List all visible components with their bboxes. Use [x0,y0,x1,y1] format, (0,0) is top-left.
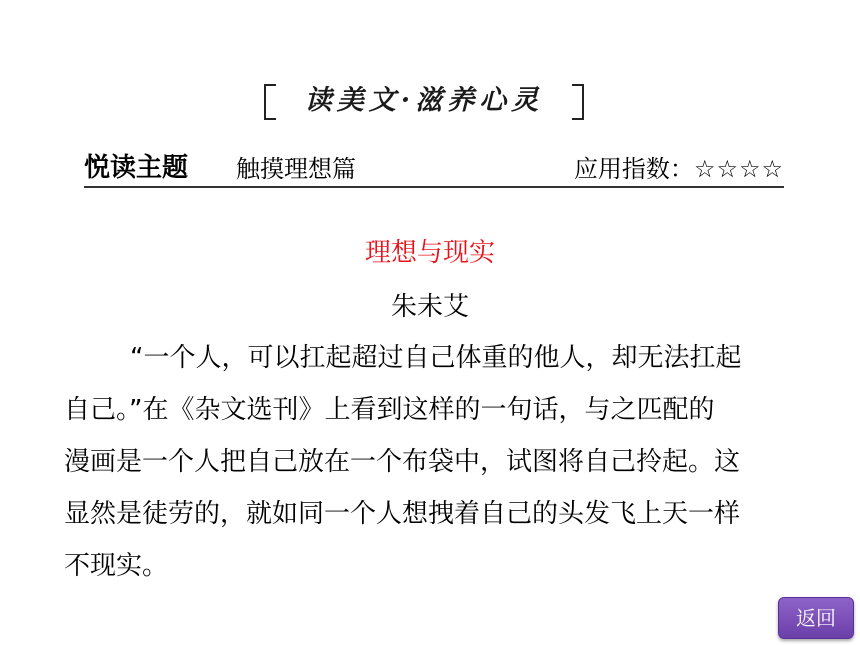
banner-text: 读美文·滋养心灵 [304,85,544,116]
banner-right-bracket [572,84,584,120]
topic-title: 触摸理想篇 [236,155,356,183]
article-line: “一个人，可以扛起超过自己体重的他人，却无法扛起 [130,343,742,373]
article-line: 漫画是一个人把自己放在一个布袋中，试图将自己拎起。这 [64,447,741,477]
article-title: 理想与现实 [364,238,495,268]
topic-bar [84,150,784,188]
rating-label: 应用指数： [573,155,694,183]
article-line: 不现实。 [64,551,169,581]
rating [574,149,784,184]
article-author: 朱未艾 [390,292,469,322]
article-line: 显然是徒劳的，就如同一个人想拽着自己的头发飞上天一样 [64,499,741,529]
article-body [64,332,814,592]
banner-left-bracket [264,84,276,120]
article-line: 自己。”在《杂文选刊》上看到这样的一句话，与之匹配的 [64,395,715,425]
topic-label: 悦读主题 [84,153,189,183]
rating-stars: ☆☆☆☆ [693,155,784,183]
back-button[interactable]: 返回 [778,597,854,639]
section-banner [264,82,584,120]
